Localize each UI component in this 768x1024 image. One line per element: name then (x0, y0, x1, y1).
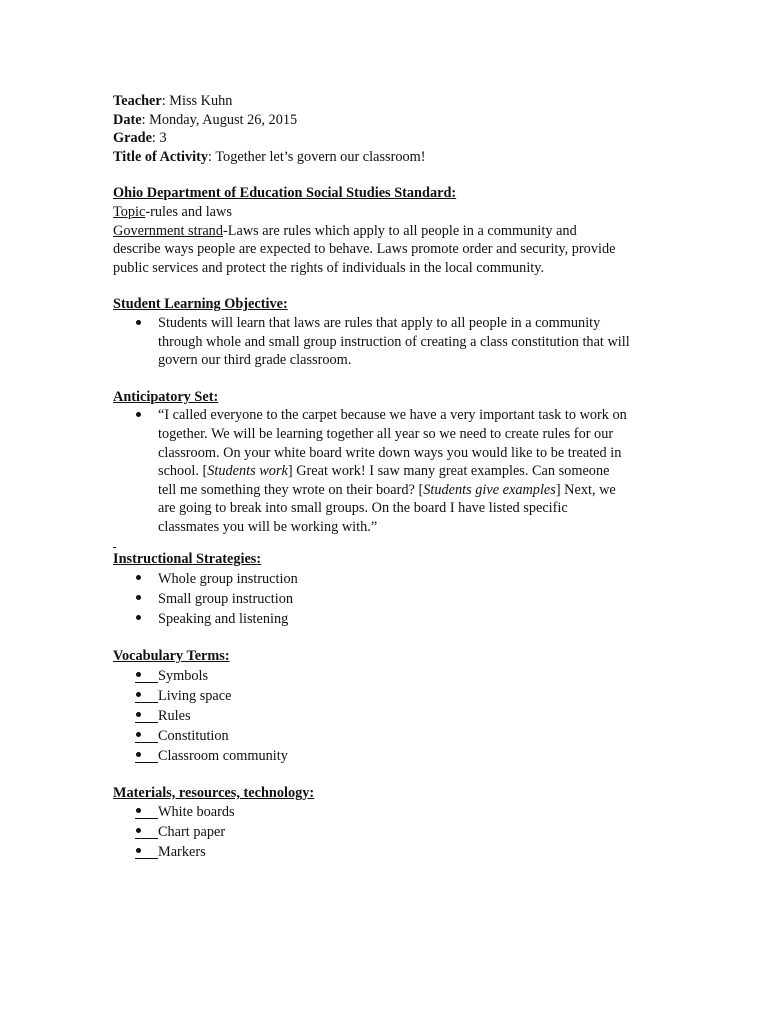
bullet-icon (135, 686, 158, 703)
anticipatory-line-1: “I called everyone to the carpet because we have a very important task to work on (158, 407, 627, 424)
objective-line-1: Students will learn that laws are rules that apply to all people in a community (158, 314, 601, 331)
list-item (113, 609, 673, 629)
anticipatory-line-2: together. We will be learning together all year so we need to create rules for our (158, 425, 614, 442)
anticipatory-line-3: classroom. On your white board write down ways you would like to be treated in (158, 444, 622, 461)
title-line (113, 148, 673, 167)
list-item (113, 842, 673, 862)
date-line (113, 111, 673, 130)
title-value: : Together let’s govern our classroom! (208, 148, 426, 165)
topic-value: -rules and laws (145, 203, 232, 220)
anticipatory-line-4-emphasis: Students work (207, 463, 288, 480)
title-label: Title of Activity (113, 148, 209, 165)
objective-list (113, 314, 673, 370)
anticipatory-line-6: are going to break into small groups. On the board I have listed specific (158, 500, 568, 517)
materials-item: White boards (158, 804, 235, 821)
anticipatory-line-5-emphasis: Students give examples (423, 481, 556, 498)
topic-label: Topic (113, 203, 146, 220)
vocabulary-item: Symbols (158, 667, 209, 684)
list-item (113, 802, 673, 822)
strategies-heading (113, 550, 673, 569)
anticipatory-line-4a: school. [ (158, 463, 208, 480)
vocabulary-heading: Vocabulary Terms: (113, 648, 230, 665)
strand-line-1 (113, 222, 673, 241)
materials-list (113, 802, 673, 862)
grade-label: Grade (113, 130, 152, 147)
list-item (113, 686, 673, 706)
vocabulary-list (113, 666, 673, 766)
date-label: Date (113, 111, 142, 128)
teacher-value: : Miss Kuhn (161, 93, 233, 109)
vocabulary-item: Constitution (158, 727, 229, 744)
list-item (113, 314, 673, 370)
strategy-item: Speaking and listening (158, 611, 289, 628)
objective-line-2: through whole and small group instruction of creating a class constitution that will (158, 333, 630, 350)
bullet-icon (135, 802, 158, 819)
list-item (113, 569, 673, 589)
anticipatory-line-5b: ] Next, we (555, 481, 616, 498)
underline-mark (113, 536, 673, 550)
materials-item: Markers (158, 844, 206, 861)
anticipatory-heading-text: Anticipatory Set (113, 388, 214, 405)
anticipatory-heading (113, 388, 673, 407)
strand-line-3: public services and protect the rights of individuals in the local community. (113, 259, 545, 276)
bullet-icon (135, 842, 158, 859)
strategies-heading-suffix: : (256, 551, 262, 568)
standard-heading-text: Ohio Department of Education Social Studies Standard (113, 185, 452, 202)
strategies-heading-text: Instructional Strategies (113, 551, 257, 568)
vocabulary-item: Rules (158, 707, 191, 724)
materials-heading (113, 784, 673, 803)
lesson-plan-document (113, 92, 673, 862)
objective-heading-text: Student Learning Objective (113, 296, 283, 313)
standard-heading (113, 184, 673, 203)
materials-item: Chart paper (158, 824, 226, 841)
objective-heading-suffix: : (282, 296, 288, 313)
bullet-icon (135, 726, 158, 743)
list-item (113, 589, 673, 609)
teacher-line (113, 92, 673, 111)
strategies-list (113, 569, 673, 629)
list-item (113, 666, 673, 686)
bullet-icon (135, 666, 158, 683)
vocabulary-item: Living space (158, 687, 232, 704)
topic-line (113, 203, 673, 222)
strategy-item: Small group instruction (158, 591, 294, 608)
list-item (113, 822, 673, 842)
list-item (113, 706, 673, 726)
materials-heading-suffix: : (309, 784, 315, 801)
anticipatory-line-7: classmates you will be working with.” (158, 518, 378, 535)
anticipatory-line-5a: tell me something they wrote on their board? [ (158, 481, 424, 498)
vocabulary-item: Classroom community (158, 747, 288, 764)
bullet-icon (135, 822, 158, 839)
standard-heading-suffix: : (451, 185, 457, 202)
anticipatory-line-5 (158, 481, 673, 500)
bullet-icon (135, 706, 158, 723)
strand-line-2: describe ways people are expected to behave. Laws promote order and security, provide (113, 241, 616, 258)
list-item (113, 746, 673, 766)
strand-label: Government strand (113, 222, 223, 239)
anticipatory-line-4 (158, 462, 673, 481)
anticipatory-heading-suffix: : (213, 388, 219, 405)
list-item (113, 726, 673, 746)
materials-heading-text: Materials, resources, technology (113, 784, 310, 801)
objective-line-3: govern our third grade classroom. (158, 352, 352, 369)
bullet-icon (135, 746, 158, 763)
grade-value: : 3 (151, 130, 167, 147)
list-item (113, 406, 673, 536)
objective-heading (113, 295, 673, 314)
grade-line (113, 129, 673, 148)
strand-text-1: -Laws are rules which apply to all people in a community and (222, 222, 577, 239)
anticipatory-list (113, 406, 673, 536)
anticipatory-line-4b: ] Great work! I saw many great examples. Can someone (287, 463, 610, 480)
strategy-item: Whole group instruction (158, 571, 298, 588)
date-value: : Monday, August 26, 2015 (141, 111, 298, 128)
teacher-label: Teacher (113, 93, 162, 109)
